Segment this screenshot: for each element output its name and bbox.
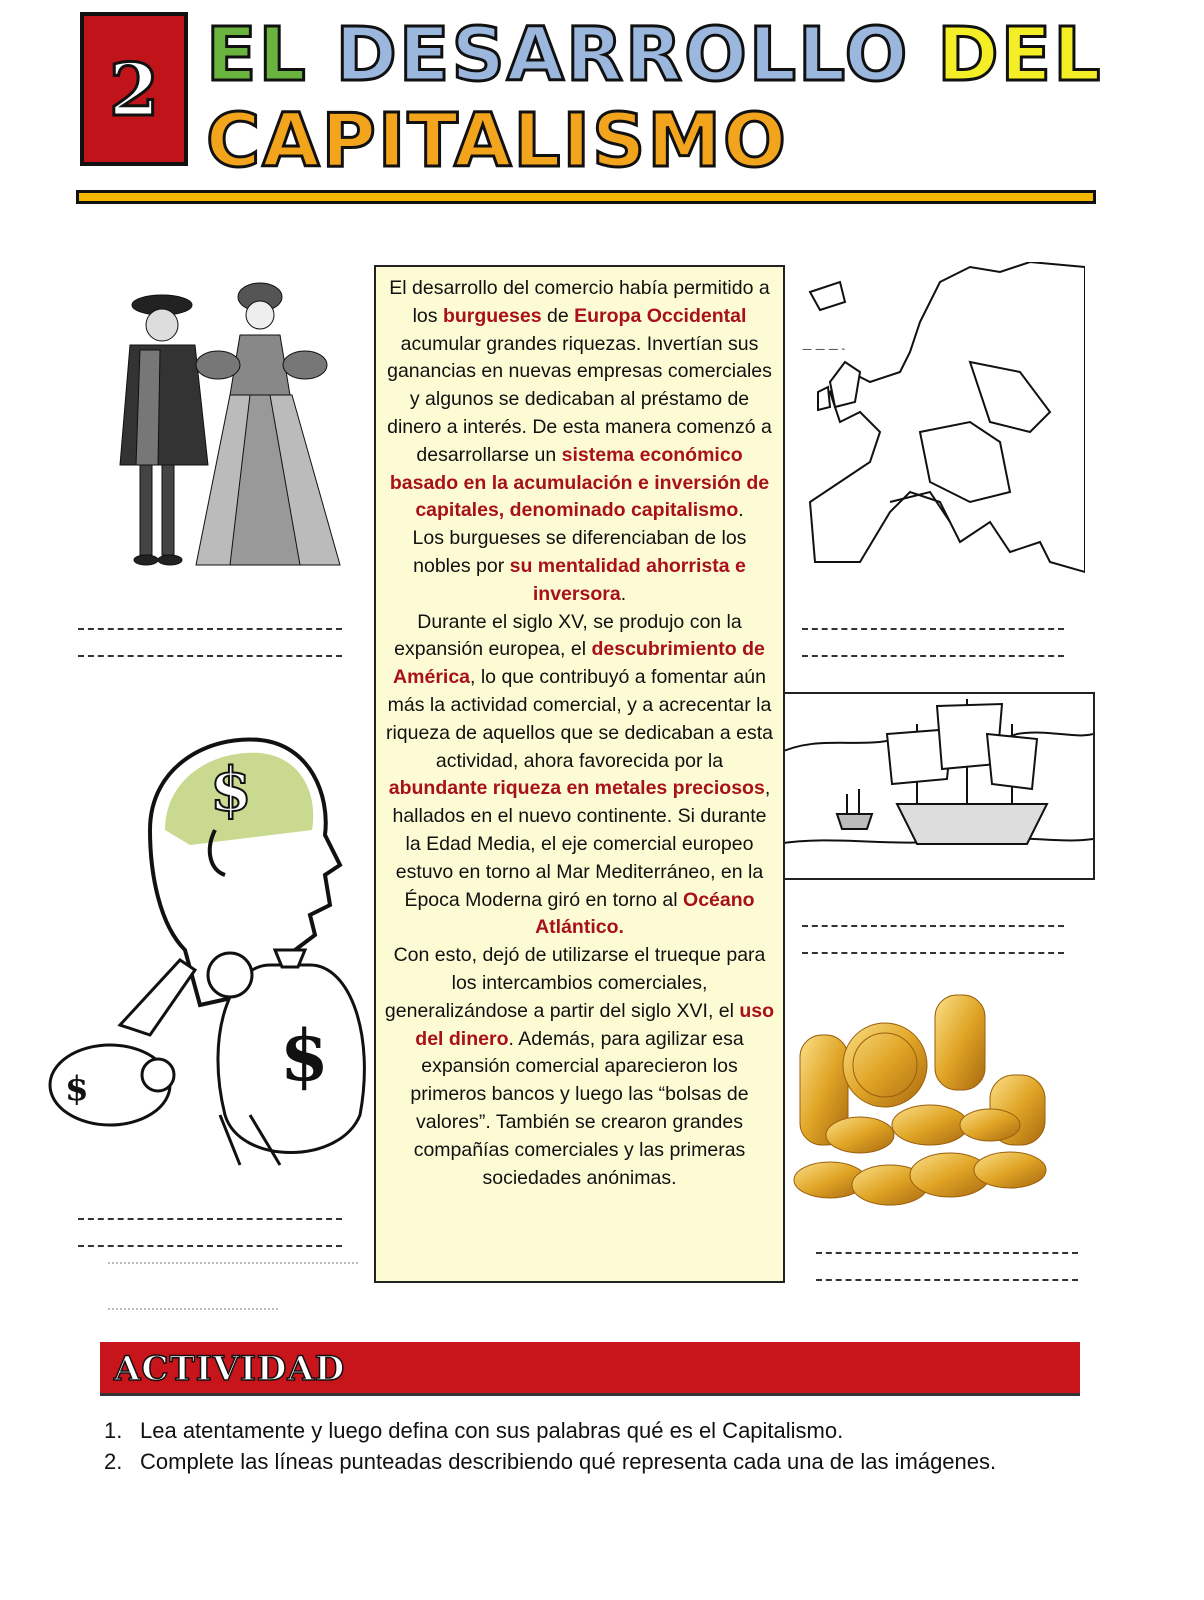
page-title-line1: [206, 12, 1103, 98]
text-segment: Los burgueses se diferenciaban de los nobles por: [412, 527, 747, 577]
text-segment: , hallados en el nuevo continente. Si durante la Edad Media, el eje comercial europeo estuvo en torno al Mar Mediterráneo, en la Época Moderna giró en torno al: [392, 777, 771, 911]
activity-item-number: 2.: [104, 1449, 123, 1474]
highlighted-term: su mentalidad ahorrista e inversora: [509, 554, 746, 605]
title-word-desarrollo: DESARROLLO: [335, 12, 910, 98]
europe-map-image: [800, 262, 1085, 577]
svg-text:$: $: [65, 1069, 89, 1109]
highlighted-term: abundante riqueza en metales preciosos: [388, 777, 765, 800]
highlighted-term: descubrimiento de América: [393, 638, 765, 689]
faint-line-1: [108, 1262, 358, 1264]
activity-item-1: [104, 1418, 843, 1444]
text-segment: acumular grandes riquezas. Invertían sus ganancias en nuevas empresas comerciales y algunos se dedicaban al préstamo de dinero a interés. De esta manera comenzó a desarrollarse un: [387, 332, 772, 466]
activity-item-text: Lea atentamente y luego defina con sus palabras qué es el Capitalismo.: [140, 1418, 844, 1443]
chapter-number-badge: [80, 12, 188, 166]
text-segment: Durante el siglo XV, se produjo con la expansión europea, el: [394, 610, 742, 661]
answer-line-nobles-1[interactable]: [78, 628, 342, 630]
answer-line-map-2[interactable]: [802, 655, 1064, 657]
svg-text:— — — -: — — — -: [802, 344, 846, 355]
answer-line-money-2[interactable]: [78, 1245, 342, 1247]
text-segment: de: [541, 304, 575, 327]
text-segment: , lo que contribuyó a fomentar aún más la actividad comercial, y a acrecentar la riqueza de aquellos que se dedicaban a esta actividad, ahora favorecida por la: [385, 666, 774, 772]
text-segment: .: [738, 499, 744, 522]
answer-line-map-1[interactable]: [802, 628, 1064, 630]
text-segment: Con esto, dejó de utilizarse el trueque para los intercambios comerciales, generalizándose a partir del siglo XVI, el: [384, 944, 766, 1022]
highlighted-term: sistema económico basado en la acumulación e inversión de capitales, denominado capitalismo: [389, 443, 770, 522]
faint-line-2: [108, 1308, 278, 1310]
answer-line-nobles-2[interactable]: [78, 655, 342, 657]
highlighted-term: burgueses: [442, 304, 542, 327]
text-segment: .: [620, 582, 627, 605]
highlighted-term: Océano Atlántico.: [535, 888, 755, 939]
gold-coins-image: [790, 985, 1065, 1215]
page-title-line2: CAPITALISMO: [206, 98, 788, 184]
answer-line-ship-1[interactable]: [802, 925, 1064, 927]
caravel-ship-frame: [775, 692, 1095, 880]
svg-text:$: $: [280, 1014, 329, 1097]
svg-text:$: $: [210, 755, 252, 825]
text-segment: . Además, para agilizar esa expansión comercial aparecieron los primeros bancos y luego las “bolsas de valores”. También se crearon grandes compañías comerciales y las primeras sociedades anónimas.: [410, 1027, 749, 1189]
title-word-el: EL: [206, 12, 308, 98]
renaissance-couple-image: [100, 265, 350, 575]
header-divider: [76, 190, 1096, 204]
activity-header: [100, 1342, 1080, 1396]
answer-line-money-1[interactable]: [78, 1218, 342, 1220]
chapter-number: 2: [108, 46, 160, 132]
main-text-box: [374, 265, 785, 1283]
answer-line-coins-2[interactable]: [816, 1279, 1078, 1281]
activity-item-number: 1.: [104, 1418, 123, 1443]
caravel-ship-image: [777, 694, 1093, 878]
money-mind-cartoon-image: [40, 735, 385, 1175]
activity-item-2: [104, 1449, 996, 1475]
highlighted-term: uso del dinero: [415, 999, 775, 1050]
highlighted-term: Europa Occidental: [574, 304, 747, 327]
answer-line-coins-1[interactable]: [816, 1252, 1078, 1254]
main-text: [384, 275, 775, 1192]
text-segment: El desarrollo del comercio había permitido a los: [389, 277, 770, 327]
activity-item-text: Complete las líneas punteadas describiendo qué representa cada una de las imágenes.: [140, 1449, 997, 1474]
title-word-del: DEL: [937, 12, 1103, 98]
answer-line-ship-2[interactable]: [802, 952, 1064, 954]
activity-title: ACTIVIDAD: [114, 1349, 346, 1389]
